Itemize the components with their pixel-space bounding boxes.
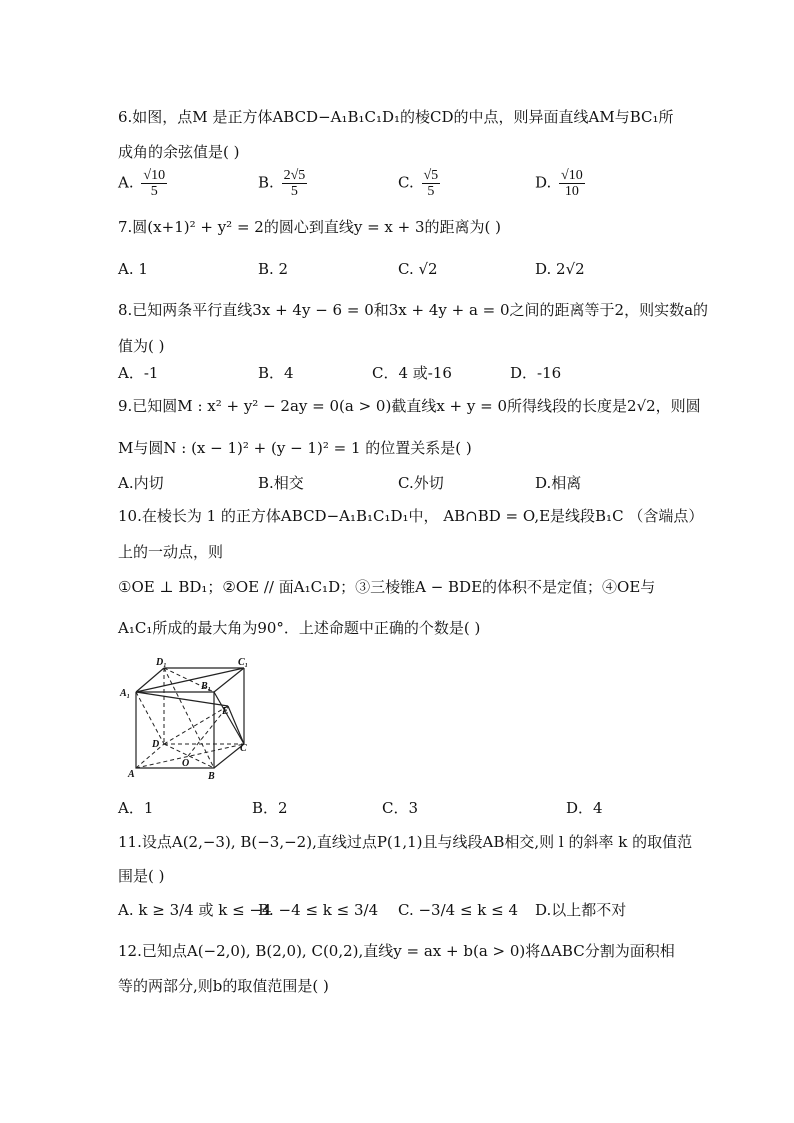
q8-line2: 值为( ) xyxy=(118,337,165,355)
label-c1: C₁ xyxy=(238,657,249,668)
q8-option-a: A．-1 xyxy=(118,364,159,382)
q6-option-c-fraction: $\frac{√5}{5}$ xyxy=(423,168,439,199)
q11-option-b: B. −4 ≤ k ≤ 3/4 xyxy=(258,901,379,919)
q10-option-b: B．2 xyxy=(252,799,288,817)
label-c: C xyxy=(240,743,247,754)
q6-line2: 成角的余弦值是( ) xyxy=(118,143,240,161)
line-b1c xyxy=(214,692,244,744)
q9-line1: 9.已知圆M : x² + y² − 2ay = 0(a > 0)截直线x + y = 0所得线段的长度是2√2，则圆 xyxy=(118,397,701,415)
label-d1: D₁ xyxy=(156,657,167,668)
line-eb1c xyxy=(228,706,244,744)
q12-line1: 12.已知点A(−2,0), B(2,0), C(0,2),直线y = ax + b(a > 0)将ΔABC分割为面积相 xyxy=(118,942,675,960)
q7-line1: 7.圆(x+1)² + y² = 2的圆心到直线y = x + 3的距离为( ) xyxy=(118,218,501,236)
q7-option-c: C. √2 xyxy=(398,260,438,278)
q11-line2: 围是( ) xyxy=(118,867,165,885)
q8-option-c: C．4 或-16 xyxy=(372,364,452,382)
q7-option-a: A. 1 xyxy=(118,260,148,278)
q10-option-c: C．3 xyxy=(382,799,419,817)
q6-option-d-fraction: $\frac{√10}{10}$ xyxy=(561,168,583,199)
q9-option-a: A.内切 xyxy=(118,474,164,492)
q6-line1: 6.如图，点M 是正方体ABCD−A₁B₁C₁D₁的棱CD的中点，则异面直线AM与BC₁所 xyxy=(118,108,674,126)
q8-option-b: B．4 xyxy=(258,364,294,382)
label-e: E xyxy=(222,706,229,717)
q11-line1: 11.设点A(2,−3), B(−3,−2),直线过点P(1,1)且与线段AB相交,则 l 的斜率 k 的取值范 xyxy=(118,833,693,851)
q10-option-a: A．1 xyxy=(118,799,154,817)
cube-figure xyxy=(118,656,258,784)
q10-line2: 上的一动点，则 xyxy=(118,543,224,561)
q6-option-a-fraction: $\frac{√10}{5}$ xyxy=(143,168,166,199)
q10-option-d: D．4 xyxy=(566,799,603,817)
label-o: O xyxy=(182,758,190,769)
q11-option-d: D.以上都不对 xyxy=(535,901,627,919)
hidden-line-de xyxy=(164,706,228,744)
q10-line3: ①OE ⊥ BD₁；②OE // 面A₁C₁D；③三棱锥A − BDE的体积不是定值；④OE与 xyxy=(118,578,656,596)
label-a1: A₁ xyxy=(120,688,131,699)
cube-front-face xyxy=(136,692,214,768)
q9-option-c: C.外切 xyxy=(398,474,444,492)
q9-line2: M与圆N : (x − 1)² + (y − 1)² = 1 的位置关系是( ) xyxy=(118,439,472,457)
q11-option-c: C. −3/4 ≤ k ≤ 4 xyxy=(398,901,519,919)
q6-option-b-fraction: $\frac{2√5}{5}$ xyxy=(283,168,306,199)
q9-option-b: B.相交 xyxy=(258,474,304,492)
q7-option-b: B. 2 xyxy=(258,260,289,278)
q7-option-d: D. 2√2 xyxy=(535,260,585,278)
q6-option-d: D. $\frac{√10}{10}$ xyxy=(535,168,583,199)
q9-option-d: D.相离 xyxy=(535,474,582,492)
label-b1: B₁ xyxy=(201,681,212,692)
hidden-line-a1d xyxy=(136,692,164,744)
q6-option-b: B. $\frac{2√5}{5}$ xyxy=(258,168,306,199)
label-d: D xyxy=(152,739,160,750)
q10-line4: A₁C₁所成的最大角为90°．上述命题中正确的个数是( ) xyxy=(118,619,481,637)
q11-option-a: A. k ≥ 3/4 或 k ≤ −4 xyxy=(118,901,272,919)
q8-line1: 8.已知两条平行直线3x + 4y − 6 = 0和3x + 4y + a = 0之间的距离等于2，则实数a的 xyxy=(118,301,709,319)
q6-option-c: C. $\frac{√5}{5}$ xyxy=(398,168,439,199)
q8-option-d: D．-16 xyxy=(510,364,562,382)
q10-line1: 10.在棱长为 1 的正方体ABCD−A₁B₁C₁D₁中， AB∩BD = O,E是线段B₁C （含端点） xyxy=(118,507,704,525)
label-a: A xyxy=(128,769,135,780)
label-b: B xyxy=(208,771,215,782)
q12-line2: 等的两部分,则b的取值范围是( ) xyxy=(118,977,329,995)
q6-option-a: A. $\frac{√10}{5}$ xyxy=(118,168,166,199)
